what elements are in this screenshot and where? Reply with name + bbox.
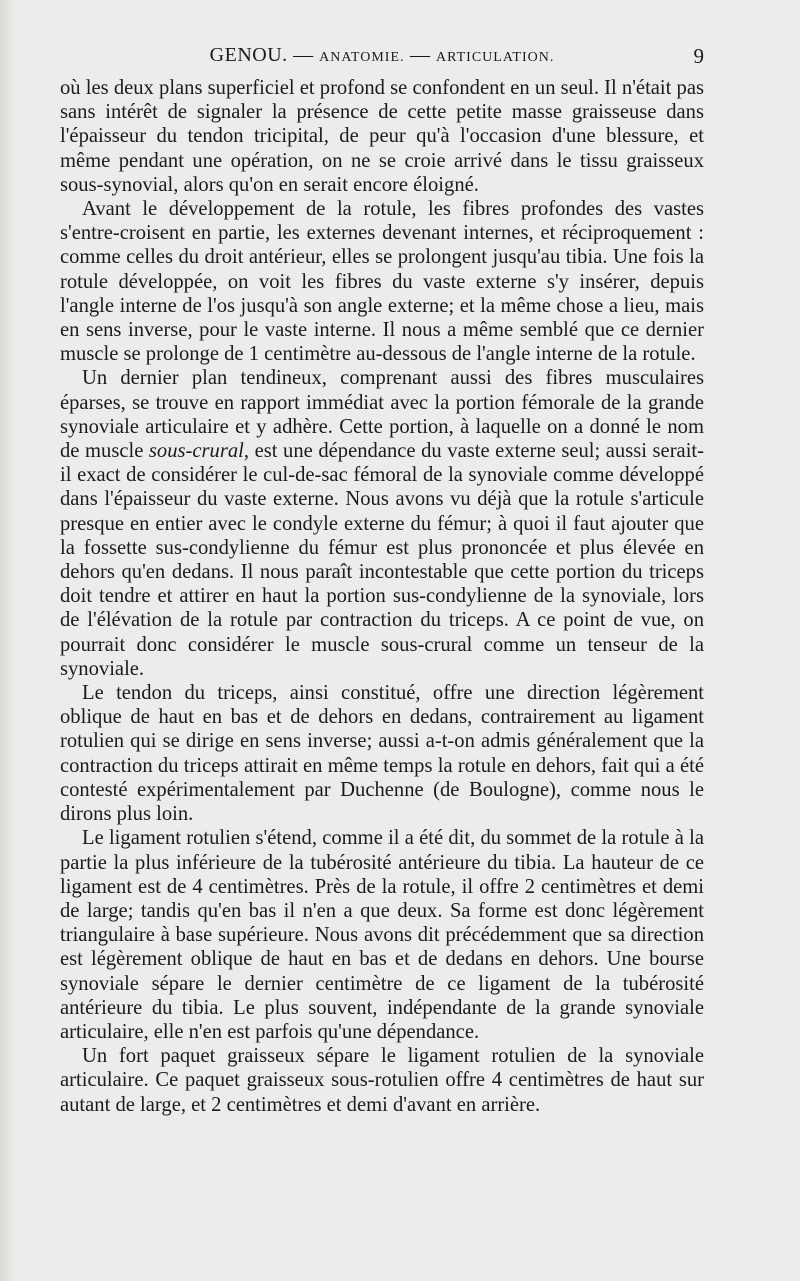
running-title-separator: — (404, 44, 437, 66)
running-title-separator: — (287, 44, 320, 66)
page-body (60, 76, 704, 1117)
paragraph: où les deux plans superficiel et profond se confondent en un seul. Il n'était pas sans intérêt de signaler la présence de cette petite masse graisseuse dans l'épaisseur du tendon tricipital, de peur qu'à l'occasion d'une blessure, et même pendant une opération, on ne se croie arrivé dans le tissu graisseux sous-synovial, alors qu'on en serait encore éloigné. (60, 77, 704, 196)
paragraph (60, 366, 704, 681)
running-title (60, 44, 704, 67)
running-header (60, 44, 704, 70)
running-title-left: GENOU. (209, 44, 288, 66)
page-number: 9 (693, 44, 704, 68)
paragraph: Le ligament rotulien s'étend, comme il a été dit, du sommet de la rotule à la partie la plus inférieure de la tubérosité antérieure du tibia. La hauteur de ce ligament est de 4 centimètres. Près de la rotule, il offre 2 centimètres et demi de large; tandis qu'en bas il n'en a que deux. Sa forme est donc légèrement triangulaire à base supérieure. Nous avons dit précédemment que sa direction est légèrement oblique de haut en bas et de dedans en dehors. Une bourse synoviale sépare le dernier centimètre de ce ligament de la tubérosité antérieure du tibia. Le plus souvent, indépendante de la grande synoviale articulaire, elle n'en est parfois qu'une dépendance. (60, 827, 704, 1043)
paragraph-text: , est une dépendance du vaste externe seul; aussi serait-il exact de considérer le cul-de-sac fémoral de la synoviale comme développé dans l'épaisseur du vaste externe. Nous avons vu déjà que la rotule s'articule presque en entier avec le condyle externe du fémur; à quoi il faut ajouter que la fossette sus-condylienne du fémur est plus prononcée et plus élevée en dehors qu'en dedans. Il nous paraît incontestable que cette portion du triceps doit tendre et attirer en haut la portion sus-condylienne de la synoviale, lors de l'élévation de la rotule par contraction du triceps. A ce point de vue, on pourrait donc considérer le muscle sous-crural comme un tenseur de la synoviale. (60, 440, 704, 680)
page-gutter-shadow (0, 0, 14, 1281)
paragraph: Avant le développement de la rotule, les fibres profondes des vastes s'entre-croisent en partie, les externes devenant internes, et réciproquement : comme celles du droit antérieur, elles se prolongent jusqu'au tibia. Une fois la rotule développée, on voit les fibres du vaste externe s'y insérer, depuis l'angle interne de l'os jusqu'à son angle externe; et la même chose a lieu, mais en sens inverse, pour le vaste interne. Il nous a même semblé que ce dernier muscle se prolonge de 1 centimètre au-dessous de l'angle interne de la rotule. (60, 198, 704, 366)
paragraph: Le tendon du triceps, ainsi constitué, offre une direction légèrement oblique de haut en bas et de dehors en dedans, contrairement au ligament rotulien qui se dirige en sens inverse; aussi a-t-on admis généralement que la contraction du triceps attirait en même temps la rotule en dehors, fait qui a été contesté expérimentalement par Duchenne (de Boulogne), comme nous le dirons plus loin. (60, 682, 704, 826)
running-title-right: ARTICULATION. (436, 50, 555, 65)
italic-term: sous-crural (148, 440, 244, 463)
paragraph: Un fort paquet graisseux sépare le ligament rotulien de la synoviale articulaire. Ce paquet graisseux sous-rotulien offre 4 centimètres de haut sur autant de large, et 2 centimètres et demi d'avant en arrière. (60, 1045, 704, 1116)
paragraph-text: Un dernier plan tendineux, comprenant aussi des fibres musculaires éparses, se trouve en rapport immédiat avec la portion fémorale de la grande synoviale articulaire et y adhère. Cette portion, à laquelle on a donné le nom de muscle (60, 367, 704, 463)
running-title-mid: ANATOMIE. (319, 50, 405, 65)
